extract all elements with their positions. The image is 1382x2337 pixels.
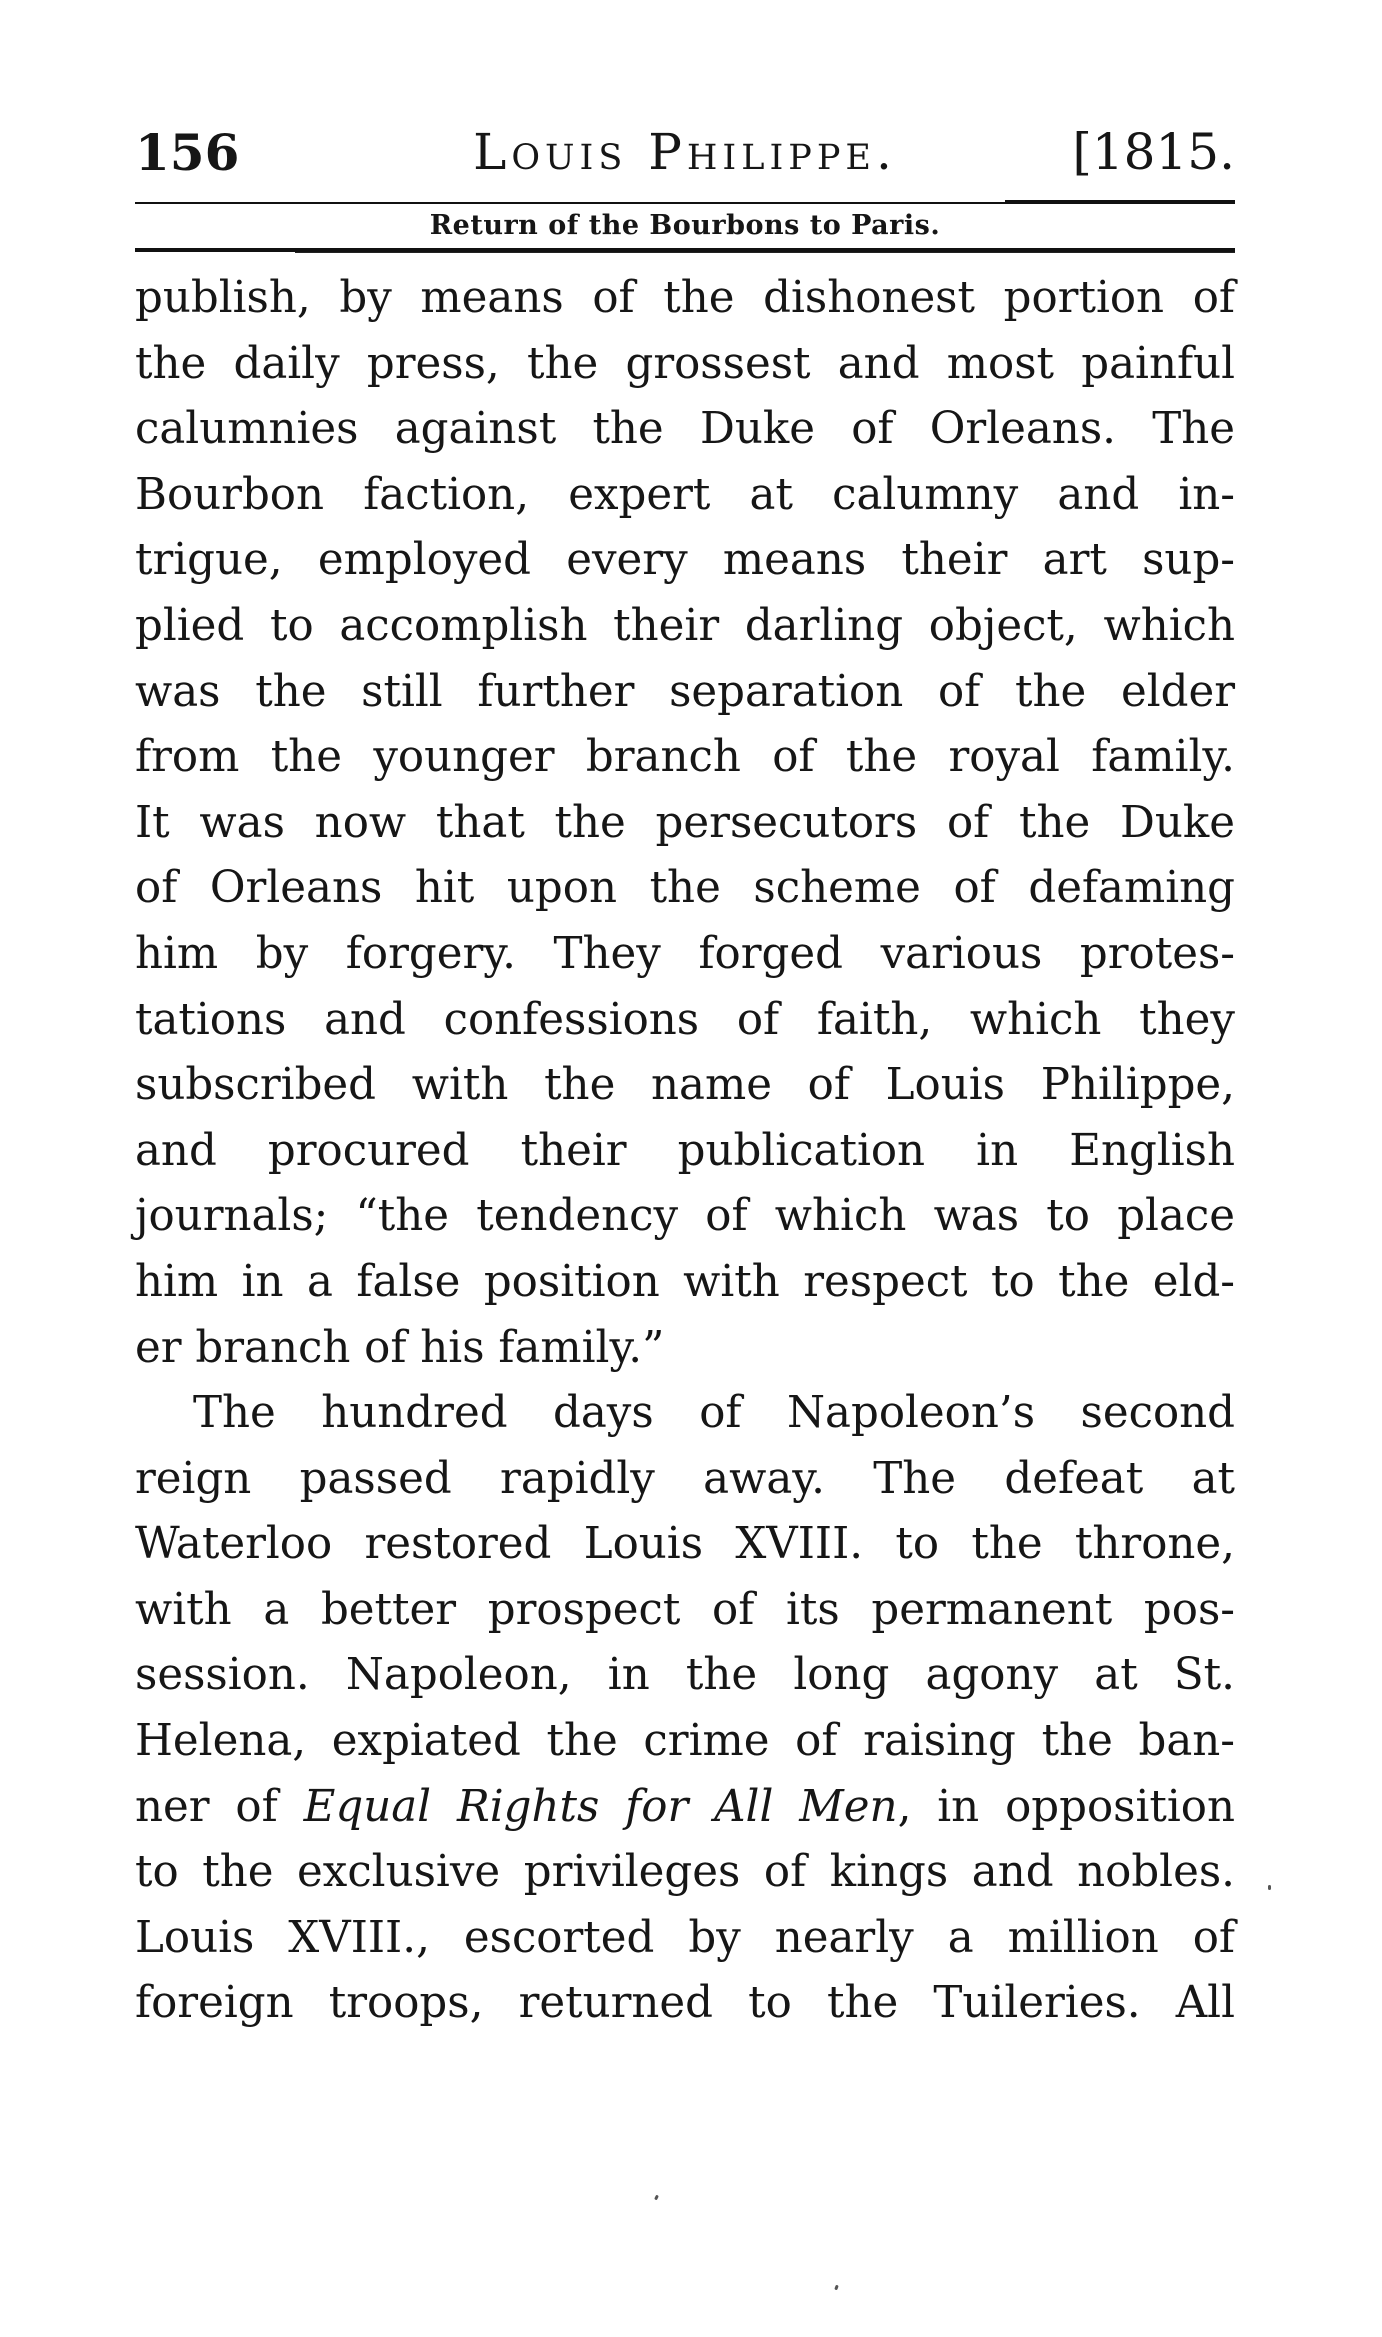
text-line: and procured their publication in English	[135, 1125, 1235, 1176]
section-subheading: Return of the Bourbons to Paris.	[429, 210, 941, 241]
text-line: journals; “the tendency of which was to place	[135, 1191, 1235, 1242]
page-number: 156	[135, 123, 240, 182]
text-line: Waterloo restored Louis XVIII. to the throne,	[135, 1519, 1235, 1570]
paper-speck	[834, 2285, 839, 2291]
page-body	[135, 266, 1235, 2037]
text-line: It was now that the persecutors of the Duke	[135, 797, 1235, 848]
text-line: The hundred days of Napoleon’s second	[193, 1388, 1235, 1439]
text-line: him in a false position with respect to the eld-	[135, 1256, 1235, 1307]
text-line: foreign troops, returned to the Tuileries. All	[135, 1978, 1235, 2029]
text-line: calumnies against the Duke of Orleans. The	[135, 404, 1235, 455]
text-segment: ner of	[135, 1781, 304, 1832]
text-line	[135, 1775, 1235, 1841]
text-line: tations and confessions of faith, which they	[135, 994, 1235, 1045]
text-line: from the younger branch of the royal family.	[135, 732, 1235, 783]
text-line: plied to accomplish their darling object, which	[135, 600, 1235, 651]
text-line: reign passed rapidly away. The defeat at	[135, 1453, 1235, 1504]
text-line: to the exclusive privileges of kings and nobles.	[135, 1847, 1235, 1898]
text-line: subscribed with the name of Louis Philippe,	[135, 1060, 1235, 1111]
text-line: him by forgery. They forged various protes-	[135, 928, 1235, 979]
text-segment: , in opposition	[897, 1781, 1235, 1832]
text-line: trigue, employed every means their art sup-	[135, 535, 1235, 586]
text-line: of Orleans hit upon the scheme of defaming	[135, 863, 1235, 914]
text-line: was the still further separation of the elder	[135, 666, 1235, 717]
header-rule-bottom	[135, 248, 1235, 252]
text-line: Louis XVIII., escorted by nearly a million of	[135, 1912, 1235, 1963]
text-line: Bourbon faction, expert at calumny and in-	[135, 469, 1235, 520]
text-line: session. Napoleon, in the long agony at St.	[135, 1650, 1235, 1701]
running-head	[135, 115, 1235, 190]
book-page	[135, 115, 1235, 2037]
year-marker: [1815.	[1072, 123, 1235, 181]
text-line: with a better prospect of its permanent pos-	[135, 1584, 1235, 1635]
text-line: the daily press, the grossest and most painful	[135, 338, 1235, 389]
italic-phrase: Equal Rights for All Men	[303, 1781, 898, 1832]
header-rule-top	[135, 202, 1235, 204]
paper-speck	[1268, 1885, 1271, 1890]
text-line: er branch of his family.”	[135, 1322, 665, 1373]
paragraph-2	[135, 1381, 1235, 2037]
text-line: publish, by means of the dishonest portion of	[135, 273, 1235, 323]
paper-speck	[654, 2195, 659, 2201]
text-line: Helena, expiated the crime of raising the ban-	[135, 1716, 1235, 1767]
book-title: Louis Philippe.	[473, 123, 897, 181]
paragraph-1	[135, 266, 1235, 1381]
